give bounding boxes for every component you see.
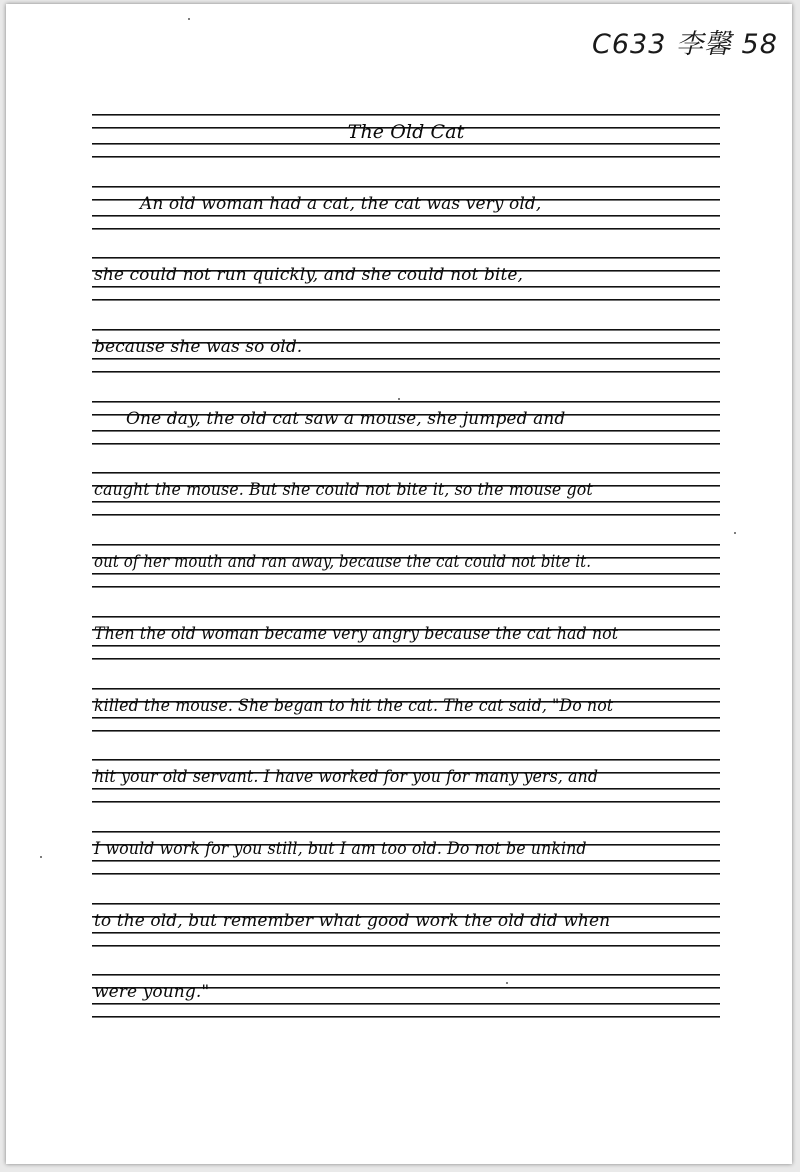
ruled-line [92, 759, 720, 807]
ruled-line [92, 688, 720, 736]
paper-speck [398, 398, 400, 400]
handwritten-line: to the old, but remember what good work the old did when [94, 910, 611, 931]
handwritten-line: she could not run quickly, and she could not bite, [94, 265, 524, 286]
handwritten-line: One day, the old cat saw a mouse, she jumped and [126, 408, 566, 429]
ruled-line [92, 903, 720, 951]
paper-speck [40, 856, 42, 858]
ruled-line [92, 186, 720, 234]
ruled-line [92, 257, 720, 305]
ruled-line-title [92, 114, 720, 162]
writing-area [92, 114, 720, 1046]
ruled-line [92, 831, 720, 879]
handwritten-line: were young." [94, 982, 210, 1003]
paper-speck [188, 18, 190, 20]
handwritten-line: because she was so old. [94, 337, 303, 358]
ruled-line [92, 616, 720, 664]
handwritten-line: killed the mouse. She began to hit the cat. The cat said, "Do not [94, 695, 614, 716]
ruled-line [92, 401, 720, 449]
handwritten-line: out of her mouth and ran away, because the cat could not bite it. [94, 552, 592, 573]
essay-title: The Old Cat [347, 121, 465, 143]
paper-speck [506, 982, 508, 984]
handwritten-line: Then the old woman became very angry because the cat had not [94, 623, 619, 644]
student-id-note: C633 李馨 58 [592, 29, 778, 60]
ruled-line [92, 329, 720, 377]
ruled-line [92, 544, 720, 592]
ruled-line [92, 974, 720, 1022]
handwritten-line: I would work for you still, but I am too old. Do not be unkind [94, 838, 587, 859]
handwritten-line: caught the mouse. But she could not bite it, so the mouse got [94, 480, 593, 501]
ruled-line [92, 472, 720, 520]
copybook-page [6, 4, 792, 1164]
handwritten-line: hit your old servant. I have worked for you for many yers, and [94, 767, 599, 788]
handwritten-line: An old woman had a cat, the cat was very old, [140, 193, 542, 214]
paper-speck [734, 532, 736, 534]
